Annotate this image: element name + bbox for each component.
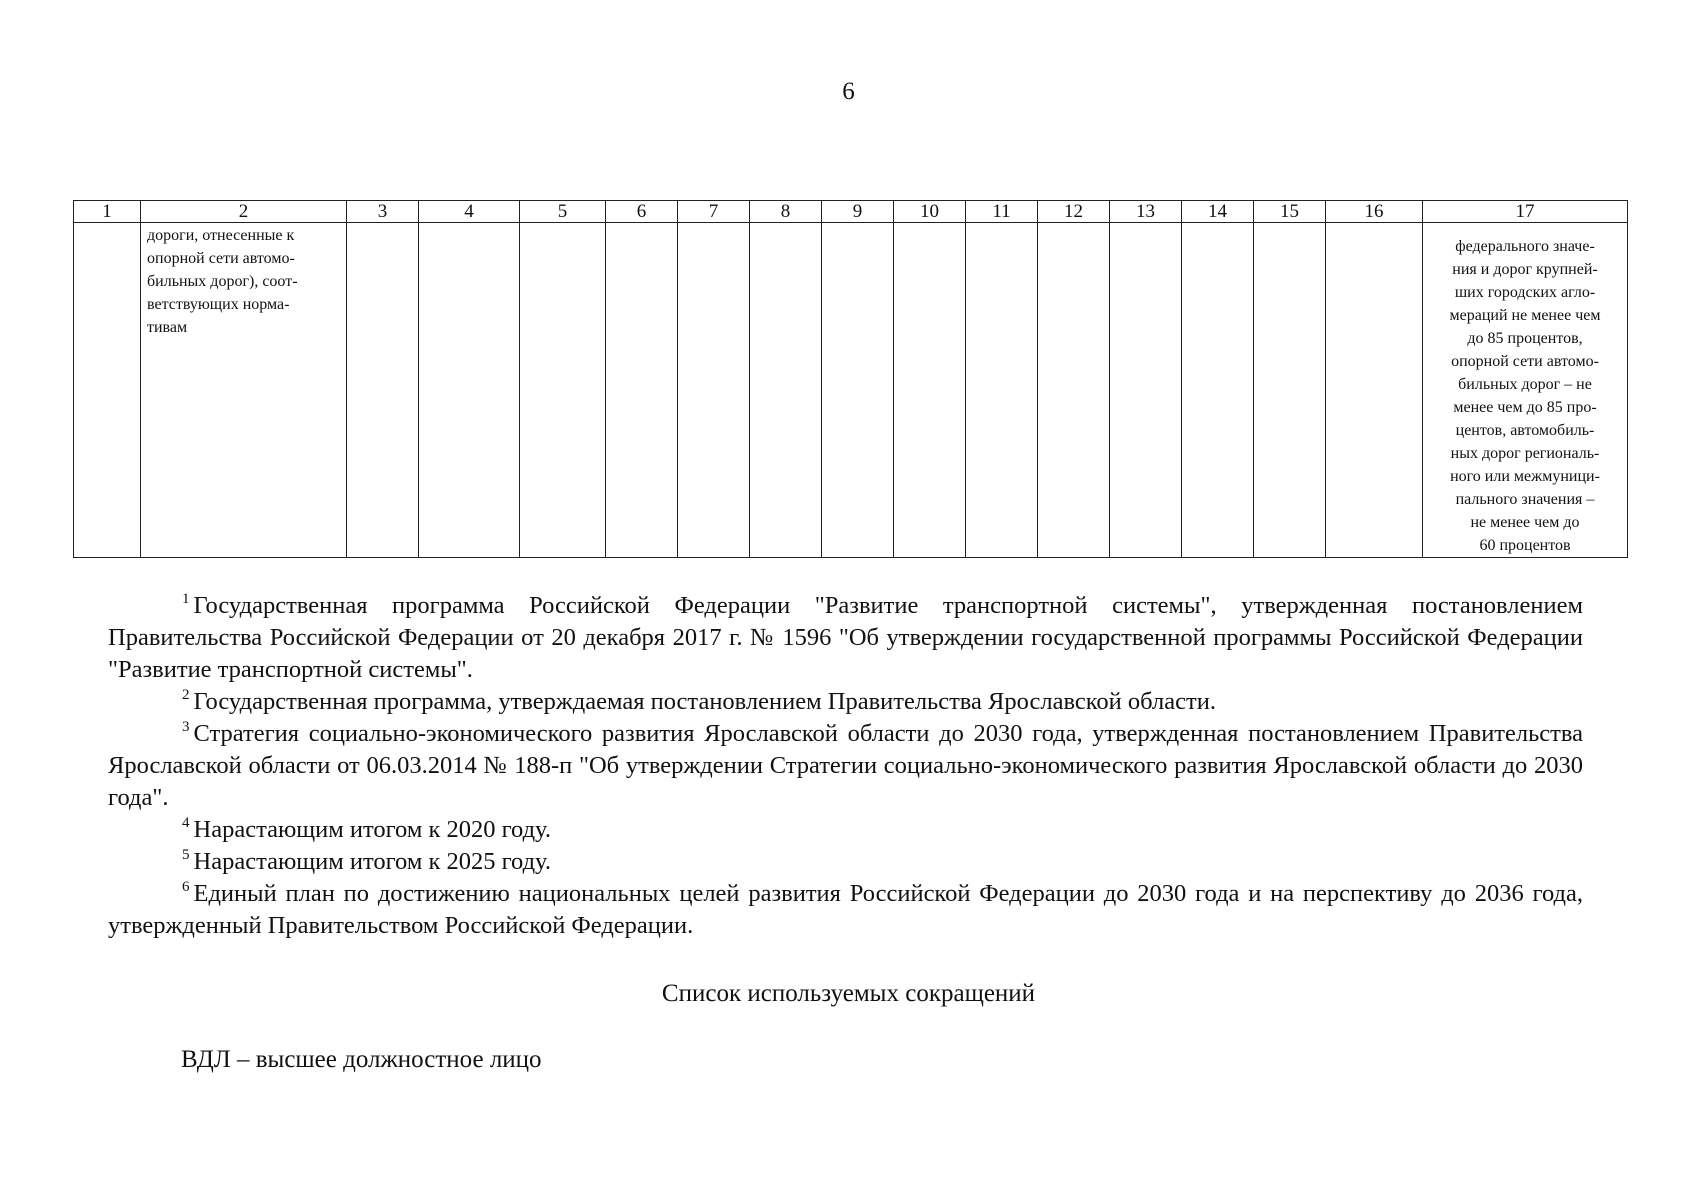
- table-cell: [750, 223, 822, 558]
- column-header: 12: [1038, 201, 1110, 223]
- column-header: 14: [1182, 201, 1254, 223]
- table-cell: [1182, 223, 1254, 558]
- footnote: [108, 846, 1583, 878]
- abbreviation-item: ВДЛ – высшее должностное лицо: [181, 1046, 542, 1073]
- column-header: 9: [822, 201, 894, 223]
- column-header: 5: [520, 201, 606, 223]
- table-cell: [1110, 223, 1182, 558]
- column-header: 3: [347, 201, 419, 223]
- table-cell: [1038, 223, 1110, 558]
- table-header-row: [74, 201, 1628, 223]
- column-header: 13: [1110, 201, 1182, 223]
- footnote-text: Единый план по достижению национальных целей развития Российской Федерации до 2030 года и на перспективу до 2036 года, утвержденный Правительством Российской Федерации.: [108, 880, 1583, 939]
- footnote: [108, 686, 1583, 718]
- column-header: 17: [1423, 201, 1628, 223]
- table-cell-col1: [74, 223, 141, 558]
- table-cell: [606, 223, 678, 558]
- footnote: [108, 590, 1583, 686]
- footnotes: [108, 590, 1583, 942]
- table-cell: [1254, 223, 1326, 558]
- column-header: 4: [419, 201, 520, 223]
- footnote: [108, 814, 1583, 846]
- footnote-text: Государственная программа Российской Федерации "Развитие транспортной системы", утвержденная постановлением Правительства Российской Федерации от 20 декабря 2017 г. № 1596 "Об утверждении государственной программы Российской Федерации "Развитие транспортной системы".: [108, 592, 1583, 683]
- footnote-text: Государственная программа, утверждаемая постановлением Правительства Ярославской области.: [193, 688, 1216, 715]
- table-cell: [678, 223, 750, 558]
- table-cell: [966, 223, 1038, 558]
- column-header: 6: [606, 201, 678, 223]
- footnote: [108, 878, 1583, 942]
- column-header: 11: [966, 201, 1038, 223]
- table-cell: [822, 223, 894, 558]
- column-header: 8: [750, 201, 822, 223]
- table-cell-col2: дороги, отнесенные к опорной сети автомо- бильных дорог), соот- ветствующих норма- тивам: [141, 223, 347, 558]
- column-header: 15: [1254, 201, 1326, 223]
- column-header: 16: [1326, 201, 1423, 223]
- footnote-mark: 2: [182, 687, 190, 703]
- table-cell: [520, 223, 606, 558]
- table-cell: [347, 223, 419, 558]
- footnote-mark: 5: [182, 847, 190, 863]
- footnote-mark: 4: [182, 815, 190, 831]
- column-header: 1: [74, 201, 141, 223]
- table-cell: [1326, 223, 1423, 558]
- footnote-text: Стратегия социально-экономического развития Ярославской области до 2030 года, утвержденная постановлением Правительства Ярославской области от 06.03.2014 № 188-п "Об утверждении Стратегии социально-экономического развития Ярославской области до 2030 года".: [108, 720, 1583, 811]
- data-table: [73, 200, 1628, 558]
- abbreviations-title: Список используемых сокращений: [661, 980, 1036, 1007]
- footnote: [108, 718, 1583, 814]
- column-header: 10: [894, 201, 966, 223]
- column-header: 2: [141, 201, 347, 223]
- page-number: 6: [842, 78, 855, 105]
- table-cell: [419, 223, 520, 558]
- footnote-mark: 1: [182, 591, 190, 607]
- table-row: [74, 223, 1628, 558]
- footnote-text: Нарастающим итогом к 2025 году.: [193, 848, 551, 875]
- table-cell: [894, 223, 966, 558]
- footnote-mark: 6: [182, 879, 190, 895]
- table-cell-col17: федерального значе- ния и дорог крупней- ших городских агло- мераций не менее чем до 85 процентов, опорной сети автомо- бильных дорог – не менее чем до 85 про- центов, автомобиль- ных дорог региональ- ного или межмуници- пального значения – не менее чем до 60 процентов: [1423, 223, 1628, 558]
- footnote-text: Нарастающим итогом к 2020 году.: [193, 816, 551, 843]
- column-header: 7: [678, 201, 750, 223]
- footnote-mark: 3: [182, 719, 190, 735]
